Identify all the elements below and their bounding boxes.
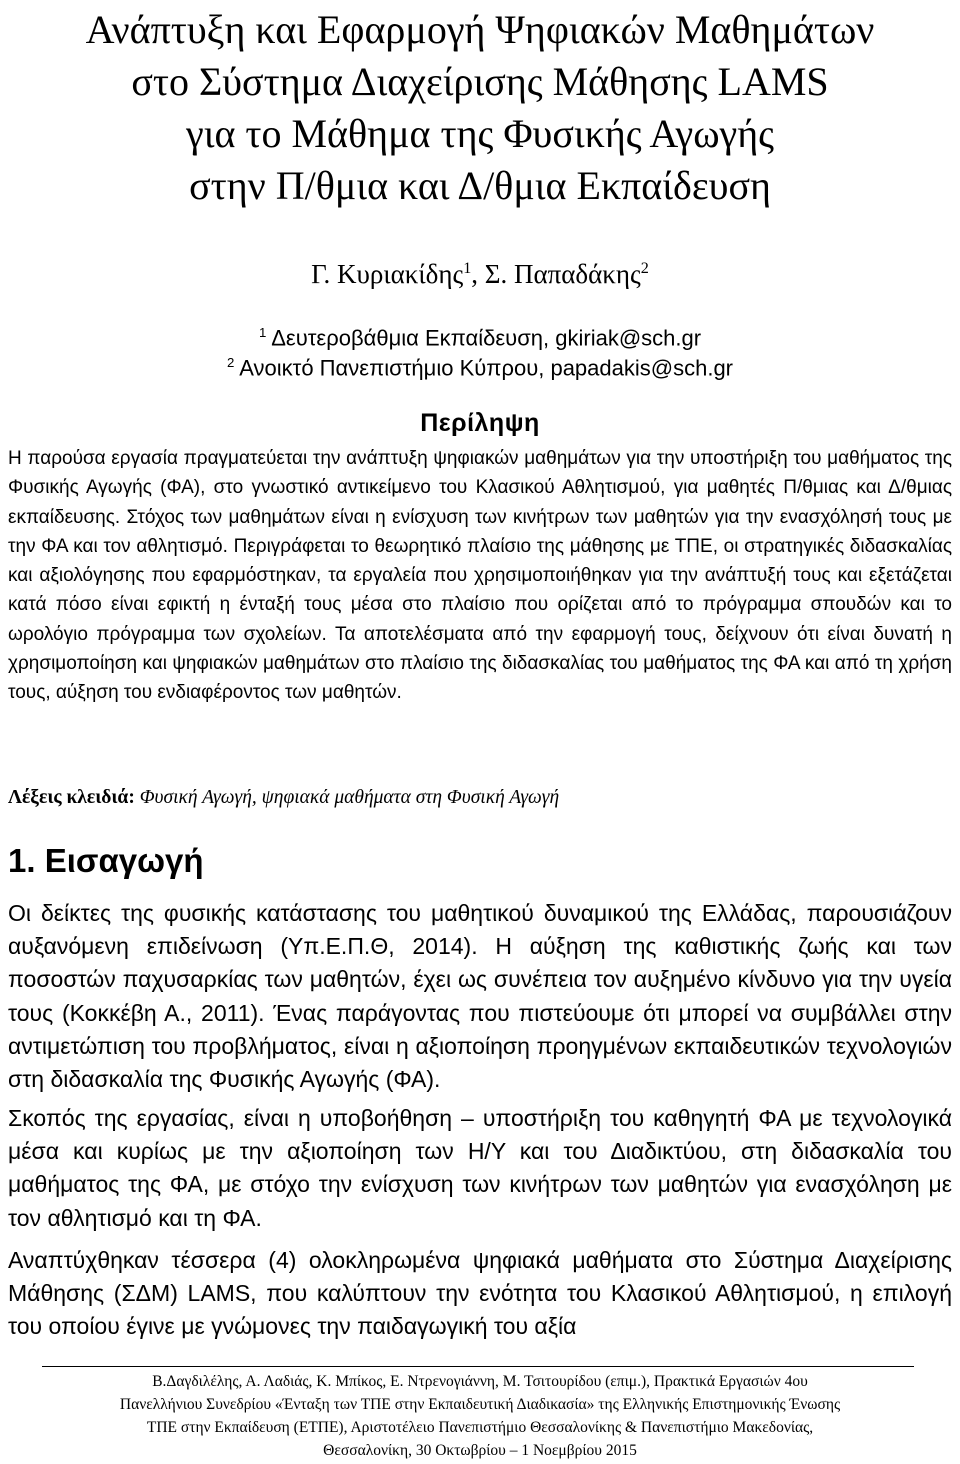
affiliation-mark: 1 [258, 325, 267, 340]
keywords [8, 787, 952, 809]
paper-title [0, 4, 960, 212]
author-separator: , [471, 259, 485, 289]
keywords-text: Φυσική Αγωγή, ψηφιακά μαθήματα στη Φυσική Αγωγή [139, 787, 560, 808]
intro-paragraph-2: Σκοπός της εργασίας, είναι η υποβοήθηση – υποστήριξη του καθηγητή ΦΑ με τεχνολογικά μέσα και κυρίως με την αξιοποίηση των Η/Υ και του Διαδικτύου, στη διδασκαλία του μαθήματος της ΦΑ, με στόχο την ενίσχυση των κινήτρων των μαθητών για ενασχόληση με τον αθλητισμό και τη ΦΑ. [8, 1105, 952, 1231]
footer-line: Β.Δαγδιλέλης, Α. Λαδιάς, Κ. Μπίκος, Ε. Ντρενογιάννη, Μ. Τσιτουρίδου (επιμ.), Πρακτικά Εργασιών 4ου [152, 1373, 808, 1390]
footer-divider [42, 1366, 914, 1367]
title-line: στην Π/θμια και Δ/θμια Εκπαίδευση [189, 163, 771, 208]
intro-paragraph-1: Οι δείκτες της φυσικής κατάστασης του μαθητικού δυναμικού της Ελλάδας, παρουσιάζουν αυξανόμενη επιδείνωση (Υπ.Ε.Π.Θ, 2014). Η αύξηση της καθιστικής ζωής και των ποσοστών παχυσαρκίας των μαθητών, έχει ως συνέπεια τον αυξημένο κίνδυνο για την υγεία τους (Κοκκέβη Α., 2011). Ένας παράγοντας που πιστεύουμε ότι μπορεί να συμβάλλει στην αντιμετώπιση του προβλήματος, είναι η αξιοποίηση προηγμένων εκπαιδευτικών τεχνολογιών στη διδασκαλία της Φυσικής Αγωγής (ΦΑ). [8, 900, 952, 1093]
footer-line: ΤΠΕ στην Εκπαίδευση (ΕΤΠΕ), Αριστοτέλειο Πανεπιστήμιο Θεσσαλονίκης & Πανεπιστήμιο Μακεδονίας, [146, 1419, 814, 1436]
author-name: Γ. Κυριακίδης [311, 259, 464, 289]
author-name: Σ. Παπαδάκης [484, 259, 641, 289]
title-line: στο Σύστημα Διαχείρισης Μάθησης LAMS [131, 59, 829, 104]
title-line: Ανάπτυξη και Εφαρμογή Ψηφιακών Μαθημάτων [85, 7, 875, 52]
author-affiliation-mark: 1 [463, 259, 472, 277]
affiliation-text: Δευτεροβάθμια Εκπαίδευση, gkiriak@sch.gr [271, 325, 702, 351]
abstract-heading: Περίληψη [420, 409, 540, 437]
keywords-label: Λέξεις κλειδιά: [8, 787, 135, 808]
footer-citation [0, 1370, 960, 1462]
footer-line: Θεσσαλονίκη, 30 Οκτωβρίου – 1 Νοεμβρίου 2015 [323, 1442, 637, 1459]
title-line: για το Μάθημα της Φυσικής Αγωγής [186, 111, 774, 156]
author-list [0, 250, 960, 292]
affiliation-text: Ανοικτό Πανεπιστήμιο Κύπρου, papadakis@sch.gr [239, 355, 733, 381]
intro-paragraph-3: Αναπτύχθηκαν τέσσερα (4) ολοκληρωμένα ψηφιακά μαθήματα στο Σύστημα Διαχείρισης Μάθησης (ΣΔΜ) LAMS, που καλύπτουν την ενότητα του Κλασικού Αθλητισμού, η επιλογή του οποίου έγινε με γνώμονες την παιδαγωγική του αξία [8, 1247, 952, 1340]
section-heading: 1. Εισαγωγή [8, 842, 204, 879]
affiliation-2 [0, 348, 960, 383]
footer-line: Πανελλήνιου Συνεδρίου «Ένταξη των ΤΠΕ στην Εκπαιδευτική Διαδικασία» της Ελληνικής Επιστημονικής Ένωσης [119, 1396, 841, 1413]
affiliation-mark: 2 [226, 355, 235, 370]
abstract-body: Η παρούσα εργασία πραγματεύεται την ανάπτυξη ψηφιακών μαθημάτων για την υποστήριξη του μαθήματος της Φυσικής Αγωγής (ΦΑ), στο γνωστικό αντικείμενο του Κλασικού Αθλητισμού, για μαθητές Π/θμιας και Δ/θμιας εκπαίδευσης. Στόχος των μαθημάτων είναι η ενίσχυση των κινήτρων των μαθητών για την ενασχόλησή τους με την ΦΑ και τον αθλητισμό. Περιγράφεται το θεωρητικό πλαίσιο της μάθησης με ΤΠΕ, οι στρατηγικές διδασκαλίας και αξιολόγησης που εφαρμόστηκαν, τα εργαλεία που χρησιμοποιήθηκαν για την ανάπτυξή τους και εξετάζεται κατά πόσο είναι εφικτή η ένταξή τους μέσα στο πλαίσιο που ορίζεται από το πρόγραμμα σπουδών και το ωρολόγιο πρόγραμμα των σχολείων. Τα αποτελέσματα από την εφαρμογή τους, δείχνουν ότι είναι δυνατή η χρησιμοποίηση και ψηφιακών μαθημάτων στο πλαίσιο της διδασκαλίας του μαθήματος της ΦΑ και από τη χρήση τους, αύξηση του ενδιαφέροντος των μαθητών. [8, 448, 952, 704]
author-affiliation-mark: 2 [640, 259, 649, 277]
